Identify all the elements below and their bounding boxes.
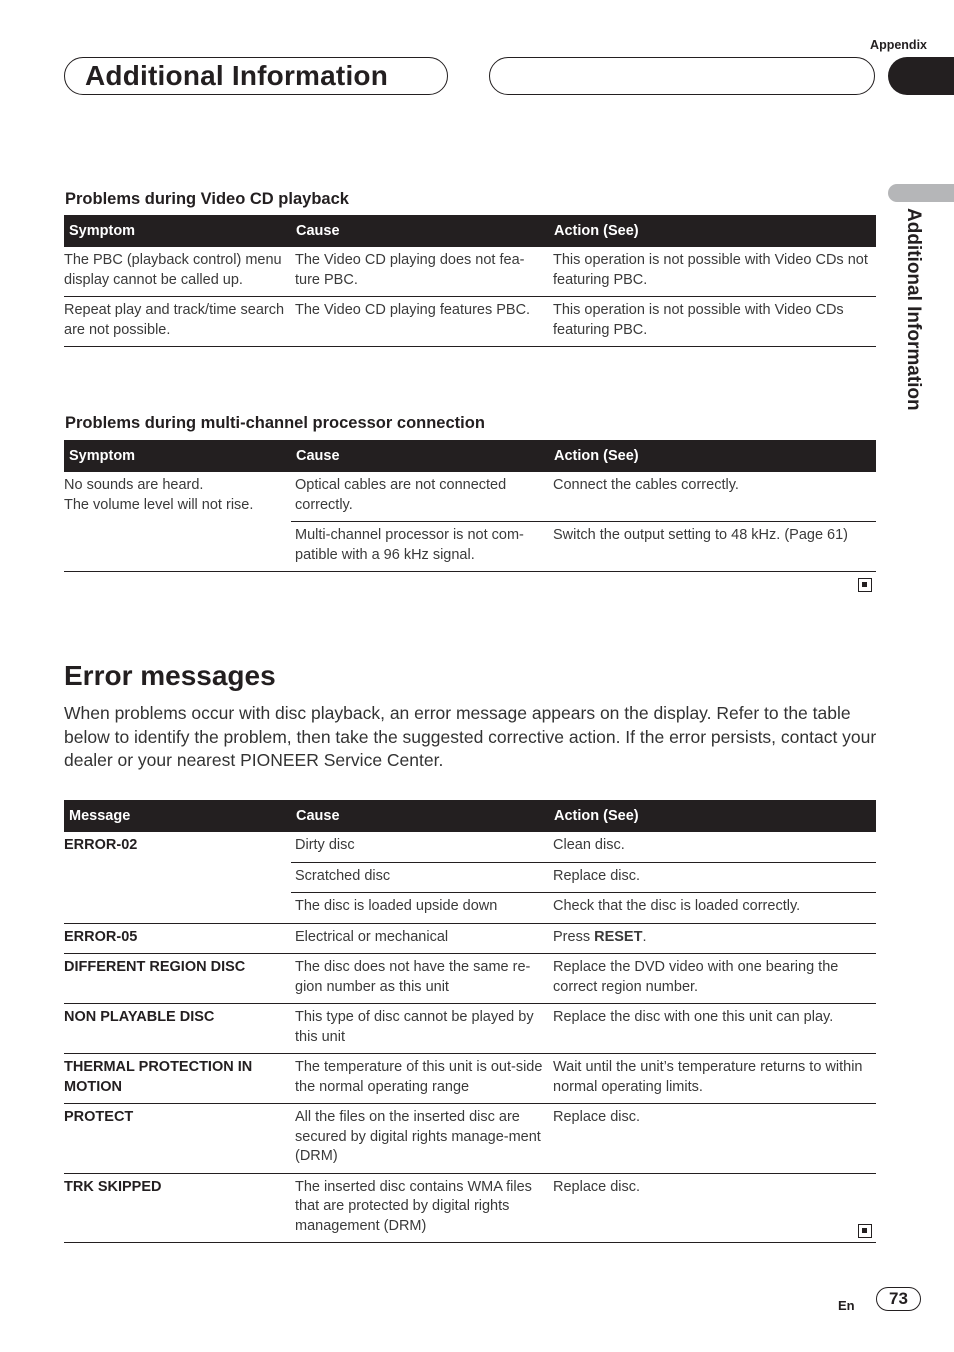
column-header: Cause	[291, 215, 549, 247]
message-cell: ERROR-02	[64, 832, 291, 923]
table-row	[64, 1104, 876, 1174]
cause-cell: This type of disc cannot be played by this unit	[291, 1004, 549, 1054]
message-cell: TRK SKIPPED	[64, 1173, 291, 1243]
table-header-row	[64, 215, 876, 247]
multichannel-table	[64, 440, 876, 572]
side-section-label: Additional Information	[903, 208, 924, 411]
language-label: En	[838, 1298, 855, 1313]
action-cell: Connect the cables correctly.	[549, 472, 876, 522]
table-row	[64, 1004, 876, 1054]
header-empty-box	[489, 57, 875, 95]
cause-cell: Scratched disc	[291, 862, 549, 893]
symptom-cell: The PBC (playback control) menu display cannot be called up.	[64, 247, 291, 297]
cause-cell: The disc does not have the same re-gion number as this unit	[291, 954, 549, 1004]
cause-cell: All the files on the inserted disc are secured by digital rights manage-ment (DRM)	[291, 1104, 549, 1174]
table-row	[64, 832, 876, 862]
section-end-icon	[858, 1224, 872, 1238]
symptom-line: No sounds are heard.	[64, 477, 204, 493]
cause-cell: The disc is loaded upside down	[291, 893, 549, 924]
error-messages-table	[64, 800, 876, 1243]
symptom-cell	[64, 472, 291, 572]
page-number: 73	[876, 1287, 921, 1311]
cause-cell: Multi-channel processor is not com-patible with a 96 kHz signal.	[291, 522, 549, 572]
table-row	[64, 472, 876, 522]
error-messages-heading: Error messages	[64, 660, 276, 691]
action-cell: Replace the DVD video with one bearing the correct region number.	[549, 954, 876, 1004]
section-end-icon	[858, 578, 872, 592]
action-cell: Check that the disc is loaded correctly.	[549, 893, 876, 924]
message-cell: ERROR-05	[64, 923, 291, 954]
column-header: Action (See)	[549, 215, 876, 247]
error-messages-intro: When problems occur with disc playback, an error message appears on the display. Refer to the table below to identify the problem, then take the suggested corrective action. If the error persists, contact your dealer or your nearest PIONEER Service Center.	[64, 703, 877, 770]
section-tab-marker	[888, 57, 954, 95]
action-cell: Replace the disc with one this unit can play.	[549, 1004, 876, 1054]
header-title-box	[64, 57, 448, 95]
action-cell: This operation is not possible with Video CDs featuring PBC.	[549, 297, 876, 347]
action-cell: Replace disc.	[549, 1173, 876, 1243]
cause-cell: Dirty disc	[291, 832, 549, 862]
cause-cell: The Video CD playing does not fea-ture PBC.	[291, 247, 549, 297]
column-header: Action (See)	[549, 440, 876, 472]
action-cell: Replace disc.	[549, 862, 876, 893]
column-header: Action (See)	[549, 800, 876, 832]
message-cell: DIFFERENT REGION DISC	[64, 954, 291, 1004]
action-cell: Replace disc.	[549, 1104, 876, 1174]
column-header: Cause	[291, 440, 549, 472]
table-row	[64, 1054, 876, 1104]
message-cell: PROTECT	[64, 1104, 291, 1174]
appendix-label: Appendix	[870, 38, 927, 52]
column-header: Symptom	[64, 215, 291, 247]
reset-label: RESET	[594, 928, 643, 945]
column-header: Symptom	[64, 440, 291, 472]
table-row	[64, 297, 876, 347]
table-header-row	[64, 440, 876, 472]
table-row	[64, 247, 876, 297]
table-header-row	[64, 800, 876, 832]
multichannel-heading: Problems during multi-channel processor connection	[65, 414, 485, 432]
action-cell	[549, 923, 876, 954]
message-cell: THERMAL PROTECTION IN MOTION	[64, 1054, 291, 1104]
message-cell: NON PLAYABLE DISC	[64, 1004, 291, 1054]
column-header: Cause	[291, 800, 549, 832]
action-text: Press	[553, 928, 595, 945]
action-cell: Wait until the unit’s temperature returns to within normal operating limits.	[549, 1054, 876, 1104]
video-cd-heading: Problems during Video CD playback	[65, 190, 349, 208]
page-title: Additional Information	[85, 60, 389, 91]
action-cell: Clean disc.	[549, 832, 876, 862]
action-cell: This operation is not possible with Video CDs not featuring PBC.	[549, 247, 876, 297]
table-row	[64, 1173, 876, 1243]
side-tab-marker	[888, 184, 954, 202]
table-row	[64, 954, 876, 1004]
video-cd-table	[64, 215, 876, 347]
cause-cell: The inserted disc contains WMA files that are protected by digital rights management (DRM)	[291, 1173, 549, 1243]
cause-cell: Electrical or mechanical	[291, 923, 549, 954]
action-text: .	[642, 928, 647, 945]
action-cell: Switch the output setting to 48 kHz. (Page 61)	[549, 522, 876, 572]
column-header: Message	[64, 800, 291, 832]
symptom-cell: Repeat play and track/time search are not possible.	[64, 297, 291, 347]
cause-cell: The Video CD playing features PBC.	[291, 297, 549, 347]
cause-cell: Optical cables are not connected correctly.	[291, 472, 549, 522]
table-row	[64, 923, 876, 954]
cause-cell: The temperature of this unit is out-side the normal operating range	[291, 1054, 549, 1104]
symptom-line: The volume level will not rise.	[64, 496, 254, 513]
